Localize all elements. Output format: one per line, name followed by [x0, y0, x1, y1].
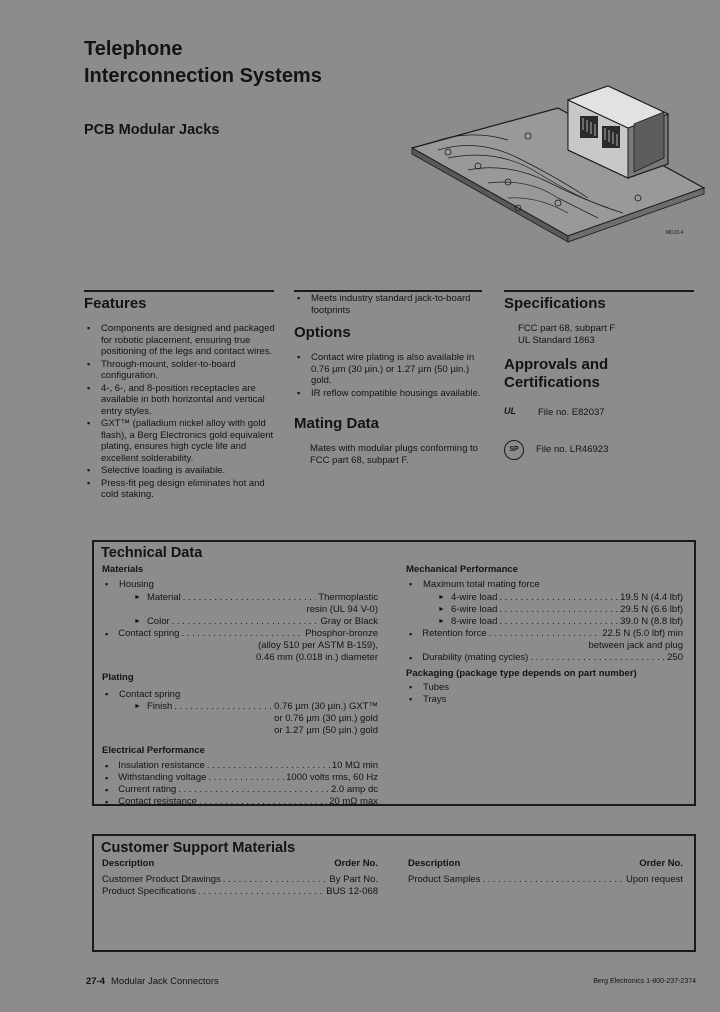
csa-approval: SP File no. LR46923	[504, 440, 704, 460]
table-header: Description Order No.	[408, 858, 683, 869]
triangle-icon: ►	[134, 703, 141, 710]
mating-force-label: ▪ Maximum total mating force	[406, 579, 683, 591]
options-list	[294, 352, 484, 399]
support-right-column	[408, 858, 683, 886]
packaging-list	[406, 682, 683, 706]
ul-approval: UL File no. E82037	[504, 406, 605, 419]
footer-left	[86, 976, 219, 987]
contact-spring-label: ▪ Contact spring	[102, 689, 378, 701]
finish-row: ► Finish . . . 0.76 µm (30 µin.) GXT™	[102, 701, 378, 713]
technical-right-column: Mechanical Performance ▪ Maximum total mating force ► 4-wire load . . . 19.5 N (4.4 lbf) ► 6-wire load . . . 29.5 N (6.6 lbf) ► 8-wire load . . . 39.0 N (8.8 lbf) ▪ Retention force . . . 22.5 N (5.0 lbf) min between jack and plug ▪ Durability (mating cycles) . . . 250 Packaging (package type depends on part number) ▪ Tubes ▪ Trays	[406, 564, 683, 707]
list-item: ▪ Through-mount, solder-to-board configuration.	[84, 359, 280, 382]
list-item: ▪ GXT™ (palladium nickel alloy with gold flash), a Berg Electronics gold equivalent plating, ensures high cycle life and excellent solderability.	[84, 418, 280, 464]
features-list-continued	[294, 293, 484, 316]
list-item: ▪ Components are designed and packaged for robotic placement, ensuring true positioning of the legs and contact wires.	[84, 323, 280, 358]
technical-left-column: Materials ▪ Housing ► Material . . . Thermoplastic resin (UL 94 V-0) ► Color . . . Gray or Black ▪ Contact spring . . . Phosphor-bronze (alloy 510 per ASTM B-159), 0.46 mm (0.018 in.) diameter Plating ▪ Contact spring ► Finish . . . 0.76 µm (30 µin.) GXT™ or 0.76 µm (30 µin.) gold or 1.27 µm (50 µin.) gold Electrical Performance ▪ Insulation resistance . . . 10 MΩ min ▪ Withstanding voltage . . . 1000 volts rms, 60 Hz ▪ Current rating . . . 2.0 amp dc ▪ Contact resistance . . . 20 mΩ max	[102, 564, 378, 808]
table-row: ▪ Insulation resistance . . . 10 MΩ min	[102, 760, 378, 772]
figure-code: MDJ3-4	[666, 230, 684, 236]
options-heading: Options	[294, 324, 351, 341]
plating-heading: Plating	[102, 671, 134, 683]
triangle-icon: ►	[134, 617, 141, 625]
packaging-heading: Packaging (package type depends on part number)	[406, 667, 637, 679]
housing-label: ▪ Housing	[102, 579, 378, 591]
pcb-modular-jack-illustration	[408, 78, 708, 243]
specification-ul: UL Standard 1863	[518, 334, 595, 346]
list-item: ▪ Trays	[406, 694, 683, 706]
table-row: ► 8-wire load . . . 39.0 N (8.8 lbf)	[406, 616, 683, 628]
features-section	[84, 295, 280, 502]
table-row: ► 4-wire load . . . 19.5 N (4.4 lbf)	[406, 592, 683, 604]
triangle-icon: ►	[134, 593, 141, 601]
technical-data-box	[92, 540, 696, 806]
specifications-section	[504, 295, 704, 460]
options-rule	[294, 290, 482, 292]
list-item: ▪ IR reflow compatible housings available.	[294, 388, 484, 400]
list-item: ▪ Contact wire plating is also available in 0.76 µm (30 µin.) or 1.27 µm (50 µin.) gold.	[294, 352, 484, 387]
table-row: ▪ Contact resistance . . . 20 mΩ max	[102, 796, 378, 808]
electrical-list	[102, 760, 378, 808]
features-list	[84, 323, 280, 501]
footer-section: Modular Jack Connectors	[111, 976, 219, 987]
electrical-heading: Electrical Performance	[102, 745, 205, 756]
list-item: ▪ 4-, 6-, and 8-position receptacles are available in both horizontal and vertical entry styles.	[84, 383, 280, 418]
support-left-column	[102, 858, 378, 898]
mating-text: Mates with modular plugs conforming to FCC part 68, subpart F.	[310, 443, 478, 466]
page-subtitle: PCB Modular Jacks	[84, 122, 220, 138]
list-item: ▪ Selective loading is available.	[84, 465, 280, 477]
table-row: Product Samples . . . Upon request	[408, 874, 683, 886]
approvals-heading: Approvals and Certifications	[504, 356, 609, 391]
page-number: 27-4	[86, 976, 106, 987]
color-row: ► Color . . . Gray or Black	[102, 616, 378, 628]
materials-heading: Materials	[102, 564, 144, 575]
material-row: ► Material . . . Thermoplastic	[102, 592, 378, 604]
list-item: ▪ Meets industry standard jack-to-board footprints	[294, 293, 484, 316]
retention-row: ▪ Retention force . . . 22.5 N (5.0 lbf) min	[406, 628, 683, 640]
table-header: Description Order No.	[102, 858, 378, 869]
specifications-rule	[504, 290, 694, 292]
list-item: ▪ Press-fit peg design eliminates hot and cold staking.	[84, 478, 280, 501]
features-rule	[84, 290, 274, 292]
technical-data-heading: Technical Data	[101, 545, 203, 561]
page-title: Telephone Interconnection Systems	[84, 38, 322, 87]
customer-support-heading: Customer Support Materials	[101, 840, 296, 856]
triangle-icon: ►	[438, 617, 445, 625]
csa-logo: SP	[504, 440, 524, 460]
triangle-icon: ►	[438, 593, 445, 601]
durability-row: ▪ Durability (mating cycles) . . . 250	[406, 652, 683, 664]
options-section	[294, 293, 484, 466]
spring-row: ▪ Contact spring . . . Phosphor-bronze	[102, 628, 378, 640]
table-row: Customer Product Drawings . . . By Part No.	[102, 874, 378, 886]
table-row: ► 6-wire load . . . 29.5 N (6.6 lbf)	[406, 604, 683, 616]
table-row: ▪ Withstanding voltage . . . 1000 volts rms, 60 Hz	[102, 772, 378, 784]
customer-support-box	[92, 834, 696, 952]
mechanical-heading: Mechanical Performance	[406, 564, 518, 575]
list-item: ▪ Tubes	[406, 682, 683, 694]
triangle-icon: ►	[438, 605, 445, 613]
ul-logo: UL	[504, 406, 516, 416]
mating-heading: Mating Data	[294, 415, 380, 432]
features-heading: Features	[84, 295, 147, 312]
table-row: Product Specifications . . . BUS 12-068	[102, 886, 378, 898]
specifications-heading: Specifications	[504, 295, 606, 312]
table-row: ▪ Current rating . . . 2.0 amp dc	[102, 784, 378, 796]
footer-company: Berg Electronics 1-800-237-2374	[593, 978, 696, 985]
specification-fcc: FCC part 68, subpart F	[518, 323, 616, 334]
